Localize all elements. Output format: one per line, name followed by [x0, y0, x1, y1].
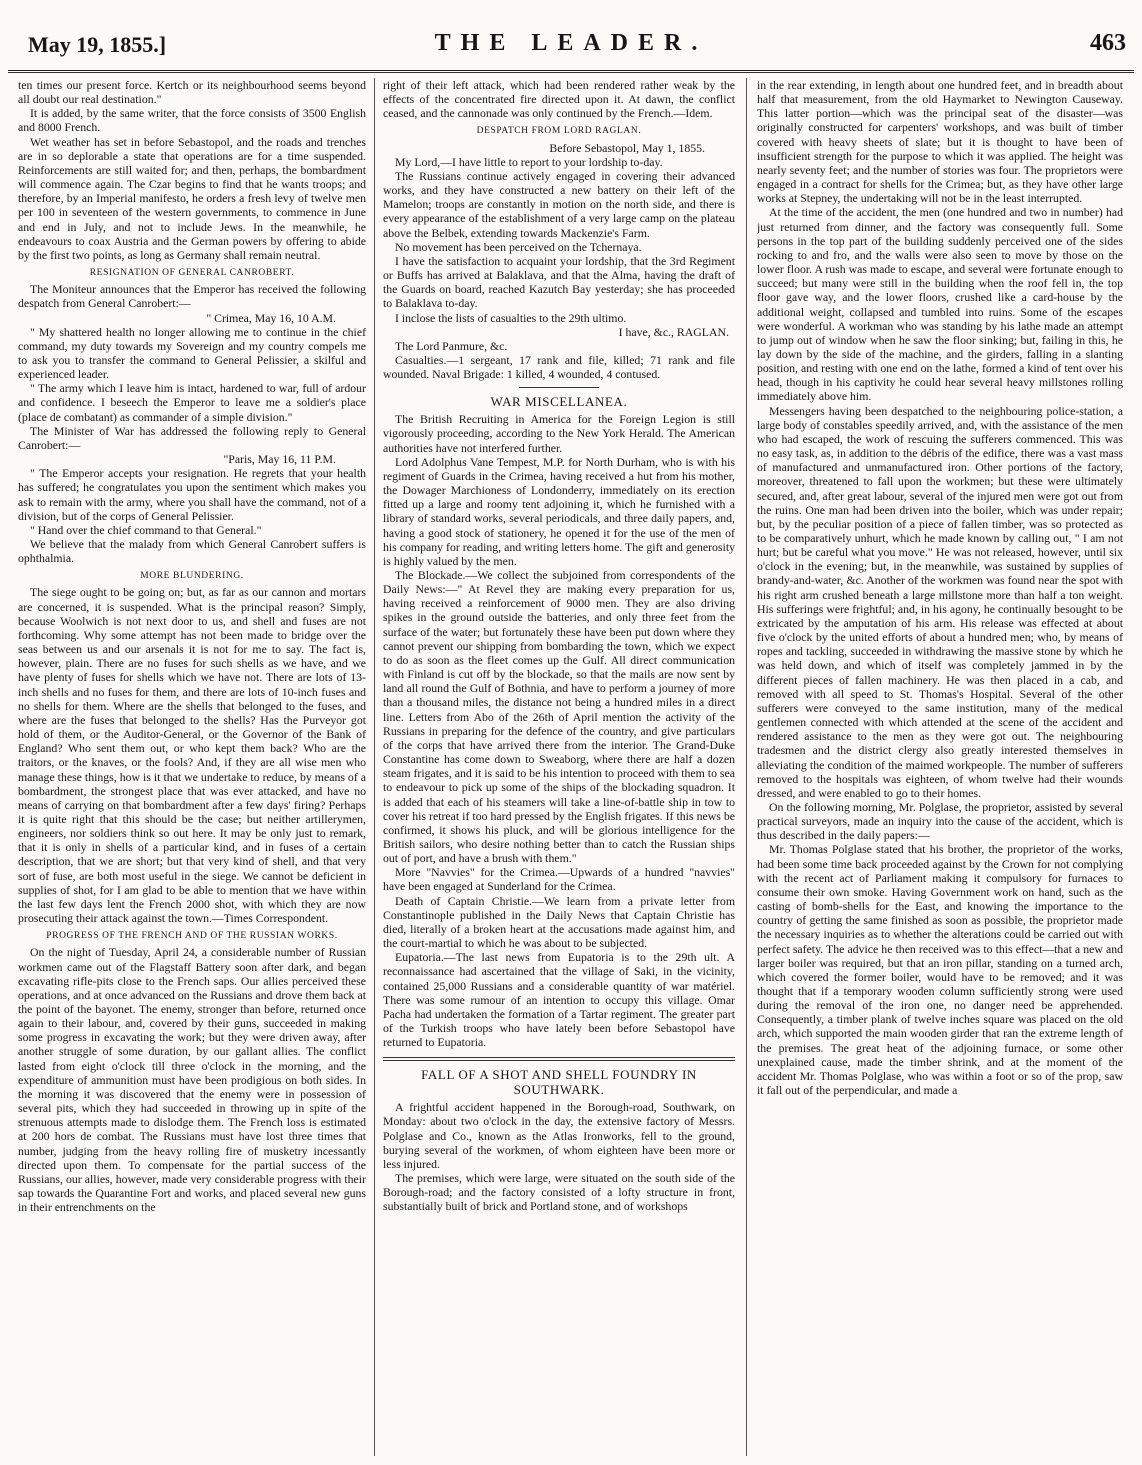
- section-heading: MORE BLUNDERING.: [140, 571, 244, 582]
- section-heading: WAR MISCELLANEA.: [490, 394, 628, 410]
- paragraph: The premises, which were large, were situated on the south side of the Borough-road; and the factory consisted of a lofty structure in front, substantially built of brick and Portland stone, and of workshops: [383, 1171, 735, 1214]
- quoted-paragraph: " The Emperor accepts your resignation. He regrets that your health has suffered; he congratulates you upon the sentiment which makes you ask to remain with the army, where you shall have the command, not of a division, but of the corps of General Pelissier.: [18, 466, 366, 523]
- paragraph: No movement has been perceived on the Tchernaya.: [395, 239, 642, 254]
- newspaper-title: THE LEADER.: [434, 30, 708, 56]
- dateline: Before Sebastopol, May 1, 1855.: [549, 140, 705, 155]
- paragraph: Lord Adolphus Vane Tempest, M.P. for North Durham, who is with his regiment of Guards in the Crimea, having received a hut from his mother, the Dowager Marchioness of Londonderry, immediately on its erection fitted up a large and roomy tent adjoining it, which he furnished with a library of standard works, several periodicals, and three daily papers, and, having a good stock of stationery, he opened it for the use of the men of his company for reading, and writing letters home. The gift and generosity is highly valued by the men.: [383, 454, 735, 568]
- quoted-paragraph: " My shattered health no longer allowing me to continue in the chief command, my duty towards my Sovereign and my country compels me to ask you to transfer the command to General Pelissier, a skilful and experienced leader.: [18, 324, 366, 382]
- column-divider: [746, 78, 747, 1456]
- paragraph: More "Navvies" for the Crimea.—Upwards of a hundred "navvies" have been engaged at Sunderland for the Crimea.: [383, 865, 735, 894]
- paragraph: Death of Captain Christie.—We learn from a private letter from Constantinople published in the Daily News that Captain Christie has died, literally of a broken heart at the accusations made against him, and the court-martial to which he was about to be subjected.: [383, 893, 735, 951]
- page-number: 463: [1090, 30, 1126, 56]
- paragraph: Wet weather has set in before Sebastopol, and the roads and trenches are in so deplorable a state that operations are for a time suspended. Reinforcements are still waited for; and then, perhaps, the bombardment will commence again. The Czar begins to find that he wants troops; and therefore, by an Imperial manifesto, he orders a fresh levy of twelve men per 100 in seventeen of the western governments, to commence in June and end in July, and not to include Jews. In the meanwhile, he endeavours to coax Austria and the German powers by offering to abide by the first two points, as long as Germany shall remain neutral.: [18, 134, 366, 262]
- paragraph: I inclose the lists of casualties to the 29th ultimo.: [395, 310, 627, 325]
- paragraph: The Lord Panmure, &c.: [395, 338, 508, 353]
- paragraph: The British Recruiting in America for the Foreign Legion is still vigorously proceeding, according to the New York Herald. The American authorities have not interfered further.: [383, 412, 735, 455]
- column-1: [18, 78, 366, 1456]
- paragraph: At the time of the accident, the men (one hundred and two in number) had just returned from dinner, and the factory was consequently full. Some persons in the top part of the building suddenly perceived one of the sides rocking to and fro, and the walls were also seen to move by those on the lower floor. A rush was made to escape, and several were fortunate enough to succeed; but many were still in the building when the roof fell in, the top floor gave way, and the lower floors, crushed like a card-house by the additional weight, collapsed and tumbled into ruins. Some of the escapes were wonderful. A workman who was standing by his lathe made an attempt to jump out of window when he saw the floor sinking; but, failing in this, he lay down by the side of the machine, and the girders, falling in a slanting position, and resting with one end on the lathe, formed a kind of tent over his head, though in his captivity he could hear several heavy millstones rolling immediately above him.: [757, 205, 1123, 404]
- dateline: "Paris, May 16, 11 P.M.: [223, 452, 336, 467]
- paragraph: On the following morning, Mr. Polglase, the proprietor, assisted by several practical surveyors, made an inquiry into the cause of the accident, which is thus described in the daily papers:—: [757, 799, 1123, 843]
- paragraph: Mr. Thomas Polglase stated that his brother, the proprietor of the works, had been some time back proceeded against by the Crown for not complying with the recent act of Parliament making it compulsory for furnaces to consume their own smoke. Having Government work on hand, such as the casting of bomb-shells for the East, and knowing the importance to the country of getting the same finished as soon as possible, the proprietor made the necessary inquiries as to whether the alterations could be carried out with perfect safety. The advice he then received was to this effect—that a new and larger boiler was required, but that an iron pillar, standing on a turned arch, which covered the former boiler, would have to be removed; and it was thought that if a temporary wooden column sufficiently strong were used during the removal of the iron one, no danger need be apprehended. Consequently, a timber plank of twelve inches square was placed on the old arch, which supported the main wooden girder that ran the extreme length of the premises. The great heat of the adjoining furnace, or some other unexplained cause, made the timber shrink, and at the moment of the accident Mr. Thomas Polglase, who was within a foot or so of the prop, saw it fall out of the perpendicular, and made a: [757, 842, 1123, 1098]
- masthead: [8, 18, 1134, 71]
- paragraph: I have the satisfaction to acquaint your lordship, that the 3rd Regiment or Buffs has arrived at Balaklava, and that the Alma, having the draft of the Guards on board, reached Kazutch Bay yesterday; she has proceeded to Balaklava to-day.: [383, 253, 735, 311]
- separator-rule: [383, 1057, 735, 1061]
- quoted-paragraph: " The army which I leave him is intact, hardened to war, full of ardour and confidence. I beseech the Emperor to leave me a soldier's place (place de combatant) as commander of a simple division.": [18, 381, 366, 424]
- paragraph: Casualties.—1 sergeant, 17 rank and file, killed; 71 rank and file wounded. Naval Brigade: 1 killed, 4 wounded, 4 contused.: [383, 352, 735, 382]
- paragraph: right of their left attack, which had been rendered rather weak by the effects of the concentrated fire directed upon it. At dawn, the conflict ceased, and the cannonade was only continued by the French.—Idem.: [383, 78, 735, 121]
- paragraph: The Minister of War has addressed the following reply to General Canrobert:—: [18, 423, 366, 452]
- masthead-rule: [8, 72, 1134, 73]
- paragraph: Eupatoria.—The last news from Eupatoria is to the 29th ult. A reconnaissance had ascertained that the village of Saki, in the vicinity, contained 25,000 Russians and a considerable quantity of war matériel. There was some rumour of an intention to occupy this village. Omar Pacha had undertaken the formation of a Tartar regiment. The greater part of the Turkish troops who have lately been before Sebastopol have returned to Eupatoria.: [383, 950, 735, 1050]
- paragraph: ten times our present force. Kertch or its neighbourhood seems beyond all doubt our real destination.": [18, 78, 366, 107]
- column-3: [757, 78, 1123, 1456]
- section-heading: PROGRESS OF THE FRENCH AND OF THE RUSSIAN WORKS.: [46, 931, 338, 942]
- paragraph: On the night of Tuesday, April 24, a considerable number of Russian workmen came out of the Flagstaff Battery soon after dark, and began excavating rifle-pits close to the French saps. Our allies perceived these operations, and at once advanced on the Russians and drove them back at the point of the bayonet. The enemy, stronger than before, returned once again to their labour, and, covered by their guns, succeeded in making some progress in excavating the work; but they were driven away, after another struggle of some duration, by our gallant allies. The conflict lasted from eight o'clock till three o'clock in the morning, and the expenditure of ammunition must have been prodigious on both sides. In the morning it was discovered that the enemy were in possession of several pits, which they had succeeded in throwing up in spite of the strenuous attempts made to dislodge them. The French loss is estimated at 200 hors de combat. The Russians must have lost three times that number, judging from the heavy rolling fire of musketry incessantly directed upon them. To compensate for the partial success of the Russians, our allies, however, made very considerable progress with their sap towards the Quarantine Fort and works, and placed several new guns in their entrenchments on the: [18, 945, 366, 1215]
- paragraph: A frightful accident happened in the Borough-road, Southwark, on Monday: about two o'clock in the day, the extensive factory of Messrs. Polglase and Co., known as the Atlas Ironworks, fell to the ground, burying several of the workmen, of whom eighteen have been more or less injured.: [383, 1100, 735, 1171]
- dateline: " Crimea, May 16, 10 A.M.: [206, 310, 336, 325]
- paragraph: We believe that the malady from which General Canrobert suffers is ophthalmia.: [18, 537, 366, 566]
- paragraph: The siege ought to be going on; but, as far as our cannon and mortars are concerned, it is suspended. What is the principal reason? Simply, because Woolwich is not next door to us, and shell and fuses are not forthcoming. Why some attempt has not been made to bridge over the seas between us and our arsenals it is not for me to say. The fact is, however, plain. There are no fuses for such shells as we have, and we have plenty of fuses for shells which we have not. There are lots of 13-inch shells and no fuses for them, and there are lots of 10-inch fuses and no shells for them. Where are the shells that belonged to the fuses, and where are the fuses that belonged to the shells? Has the Purveyor got hold of them, or the Auditor-General, or the Governor of the Bank of England? Who sent them out, or who kept them back? Who are the traitors, or the knaves, or the fools? And, if they are all wise men who manage these things, how is it that we undertake to reduce, by means of a bombardment, the strongest place that was ever attacked, and have no means of carrying on that bombardment after a few days' firing? Perhaps it is quite right that this should be the case; but neither artillerymen, engineers, nor soldiers think so out here. It may be only just to remark, that it is only in shells of a particular kind, and in fuses of a certain description, that we are short; but that very kind of shell, and that very sort of fuse, are both most useful in the siege. We cannot be deficient in supplies of shot, for I am glad to be able to mention that we have within the last few days lent the French 2000 shot, with which they are now prosecuting their attack against the town.—Times Correspondent.: [18, 585, 366, 926]
- paragraph: It is added, by the same writer, that the force consists of 3500 English and 8000 French.: [18, 106, 366, 135]
- column-divider: [374, 78, 375, 1456]
- separator-rule: [519, 387, 599, 388]
- section-heading: RESIGNATION OF GENERAL CANROBERT.: [89, 268, 295, 279]
- column-2: [383, 78, 735, 1456]
- issue-date: May 19, 1855.]: [28, 32, 167, 57]
- signature: I have, &c., RAGLAN.: [618, 324, 729, 339]
- quoted-paragraph: " Hand over the chief command to that General.": [30, 522, 262, 537]
- paragraph: Messengers having been despatched to the neighbouring police-station, a large body of constables speedily arrived, and, with the assistance of the men who had escaped, the work of rescuing the sufferers commenced. This was no easy task, as, in addition to the débris of the edifice, there was a vast mass of manufactured and unmanufactured iron. Other portions of the factory, moreover, threatened to fall upon the workmen; but these were ultimately secured, and, after great labour, several of the injured men were got out from the ruins. One man had been driven into the boiler, which was under repair; but, by the peculiar position of a piece of fallen timber, was so protected as to be comparatively unhurt, which he made known by calling out, " I am not hurt; but be careful what you move." He was not released, however, until six o'clock in the evening; but, in the meanwhile, was sustained by supplies of brandy-and-water, &c. Another of the workmen was found near the spot with his right arm crushed beneath a large millstone more than half a ton weight. His sufferings were frightful; and, in his agony, he continually besought to be extricated by the amputation of his arm. His release was effected at about five o'clock by the united efforts of about a hundred men; who, by means of ropes and tackling, succeeded in withdrawing the massive stone by which he was held down, and which of itself was completely jammed in by the different pieces of fallen machinery. He was then placed in a cab, and removed with all speed to St. Thomas's Hospital. Several of the other sufferers were conveyed to the same institution, many of the medical gentlemen connected with which attended at the scene of the accident and rendered assistance to the men as they were got out. The neighbouring tradesmen and the district clergy also greatly interested themselves in alleviating the condition of the maimed workpeople. The number of sufferers removed to the hospitals was eighteen, of whom twelve had their wounds dressed, and were enabled to go to their homes.: [757, 403, 1123, 800]
- paragraph: in the rear extending, in length about one hundred feet, and in breadth about half that measurement, from the old Haymarket to Newington Causeway. This latter portion—which was the principal seat of the disaster—was originally constructed for carpenters' workshops, and was built of timber covered with heavy sheets of slate; but it is thought to have been of insufficient strength for the purpose to which it was applied. The height was nearly seventy feet; and the number of stories was four. The proprietors were engaged in a contract for shells for the Crimea; but, as they have other large works at Stepney, the undertaking will not be in the least interrupted.: [757, 78, 1123, 206]
- paragraph: The Moniteur announces that the Emperor has received the following despatch from General Canrobert:—: [18, 282, 366, 311]
- paragraph: The Blockade.—We collect the subjoined from correspondents of the Daily News:—" At Revel they are making every preparation for us, having received a reinforcement of 9000 men. They are also driving spikes in the ground outside the batteries, and only three feet from the surface of the water; but fortunately these have been put down where they cannot prevent our shipping from bombarding the town, which we expect to do as soon as the fleet comes up the Gulf. All direct communication with Finland is cut off by the blockade, so that the mails are now sent by land all round the Gulf of Bothnia, and have to perform a journey of more than a thousand miles, the distance not being a hundred miles in a direct line. Letters from Abo of the 26th of April mention the activity of the Russians in preparing for the defence of the country, and give particulars of the corps that have arrived there from the interior. The Grand-Duke Constantine has come down to Sweaborg, where there are half a dozen steam frigates, and it is said to be his intention to proceed with them to sea to endeavour to pick up some of the ships of the blockading squadron. It is added that each of his steamers will take a line-of-battle ship in tow to cover his retreat if too hard pressed by the English frigates. If this news be confirmed, it shows his pluck, and will be glorious intelligence for the British sailors, who desire nothing better than to catch the Russian ships out of port, and have a brush with them.": [383, 568, 735, 866]
- paragraph: The Russians continue actively engaged in covering their advanced works, and they have constructed a new battery on their left of the Mamelon; troops are constantly in motion on the north side, and there is every appearance of the establishment of a very large camp on the plateau above the Belbek, extending towards Mackenzie's Farm.: [383, 168, 735, 240]
- section-heading: DESPATCH FROM LORD RAGLAN.: [476, 126, 642, 137]
- article-heading: FALL OF A SHOT AND SHELL FOUNDRY IN SOUTHWARK.: [421, 1067, 697, 1098]
- paragraph: My Lord,—I have little to report to your lordship to-day.: [395, 154, 663, 169]
